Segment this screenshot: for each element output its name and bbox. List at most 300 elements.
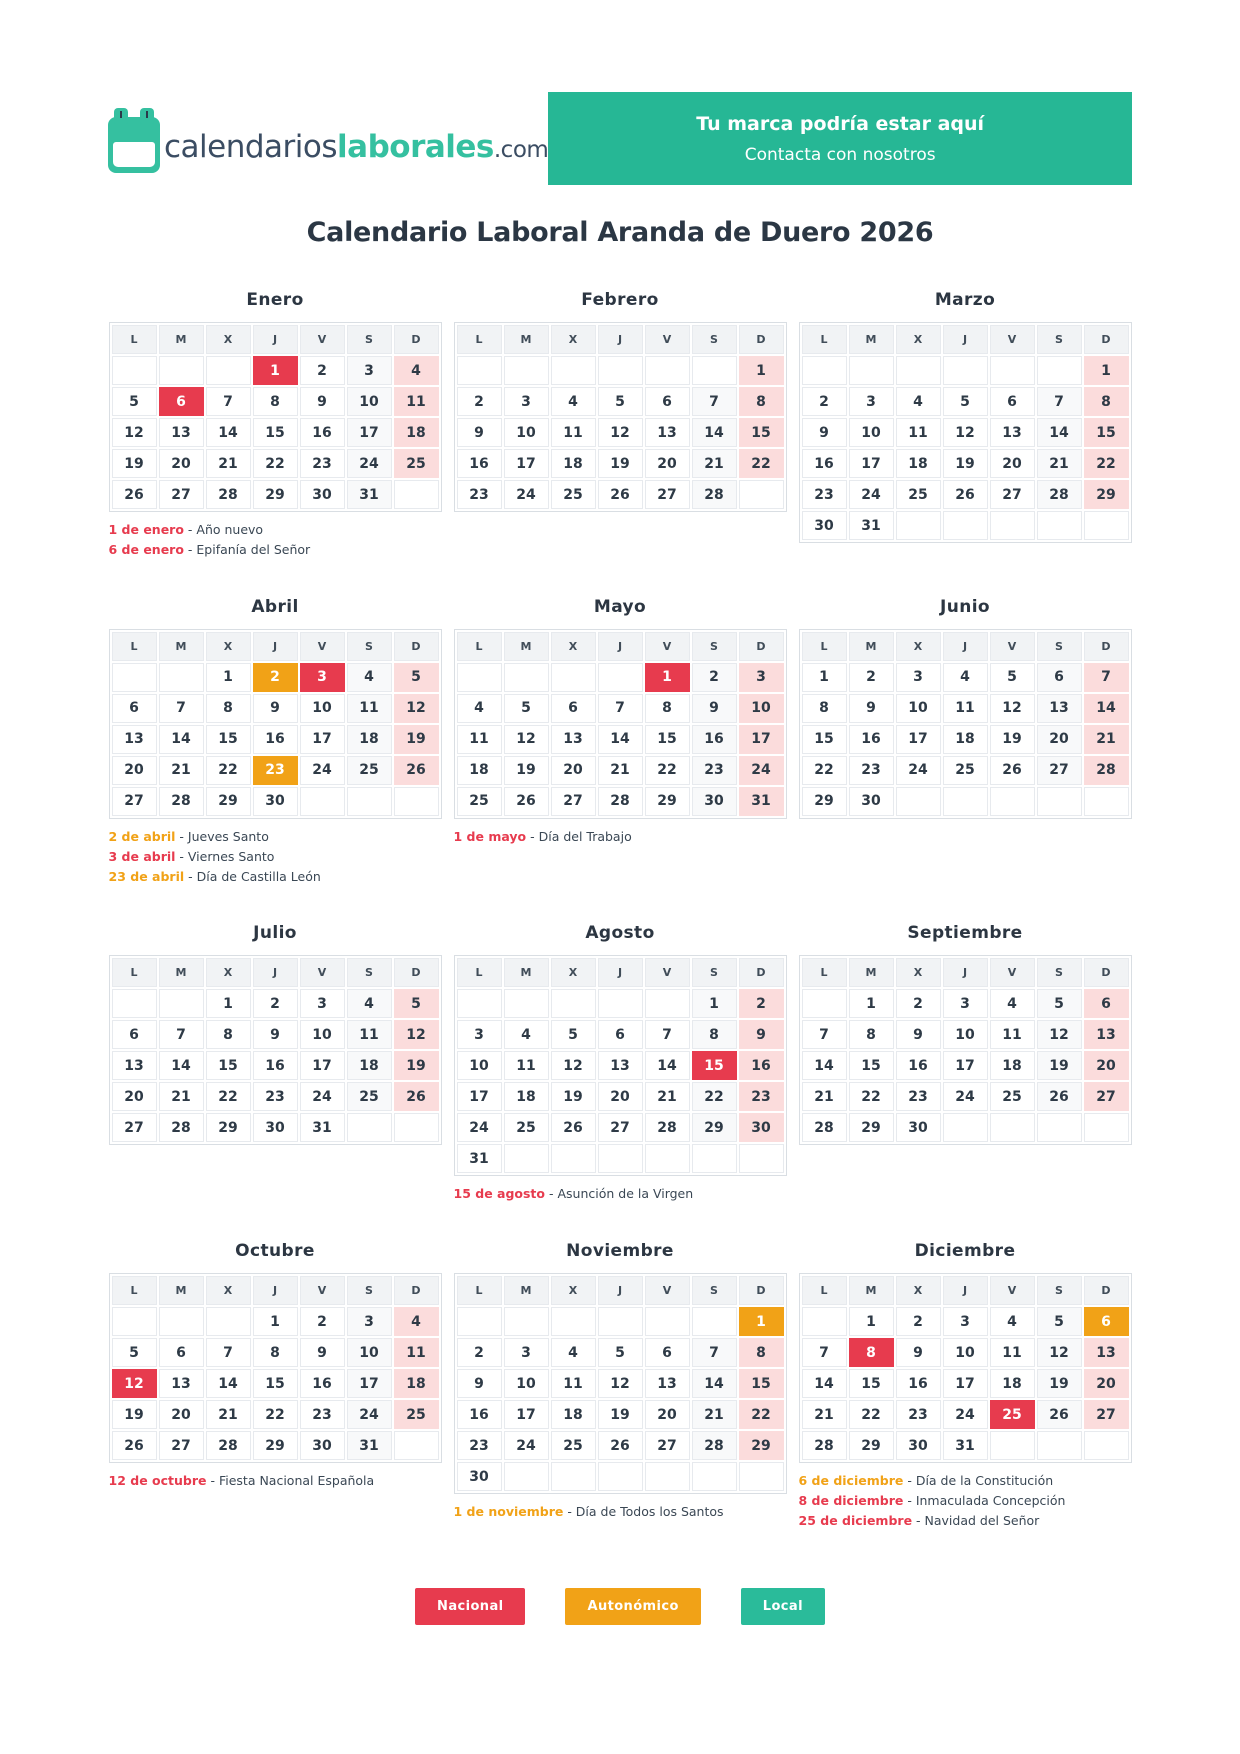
day-cell: 17 <box>504 1400 549 1429</box>
day-cell: 25 <box>943 756 988 785</box>
day-cell: 7 <box>802 1020 847 1049</box>
day-cell: 10 <box>347 387 392 416</box>
empty-cell <box>692 356 737 385</box>
day-cell: 23 <box>849 756 894 785</box>
empty-cell <box>943 356 988 385</box>
local-button[interactable]: Local <box>741 1588 825 1625</box>
weekday-header: L <box>802 325 847 354</box>
weekday-header: M <box>159 1276 204 1305</box>
empty-cell <box>504 663 549 692</box>
weekday-header: L <box>112 632 157 661</box>
day-cell: 24 <box>300 1082 345 1111</box>
empty-cell <box>990 1431 1035 1460</box>
day-cell: 11 <box>990 1020 1035 1049</box>
weekday-header: X <box>206 958 251 987</box>
day-cell: 20 <box>645 1400 690 1429</box>
day-cell: 29 <box>253 1431 298 1460</box>
holiday-legend-item <box>109 869 442 886</box>
day-cell: 31 <box>739 787 784 816</box>
day-cell: 4 <box>347 989 392 1018</box>
day-cell: 15 <box>253 418 298 447</box>
empty-cell <box>1037 1113 1082 1142</box>
day-cell: 13 <box>159 418 204 447</box>
day-cell: 4 <box>551 1338 596 1367</box>
day-cell: 18 <box>394 418 439 447</box>
day-cell: 17 <box>347 1369 392 1398</box>
holiday-name: - Asunción de la Virgen <box>545 1186 694 1202</box>
day-cell: 3 <box>896 663 941 692</box>
weekday-header: V <box>645 325 690 354</box>
day-cell: 29 <box>849 1431 894 1460</box>
day-cell: 18 <box>990 1369 1035 1398</box>
day-cell: 25 <box>347 756 392 785</box>
day-cell: 30 <box>300 480 345 509</box>
empty-cell <box>206 1307 251 1336</box>
empty-cell <box>1084 1113 1129 1142</box>
day-cell: 11 <box>394 387 439 416</box>
day-cell: 13 <box>551 725 596 754</box>
weekday-header: D <box>739 632 784 661</box>
day-cell: 22 <box>692 1082 737 1111</box>
day-cell: 29 <box>692 1113 737 1142</box>
day-cell: 10 <box>739 694 784 723</box>
day-cell: 12 <box>112 1369 157 1398</box>
month-table <box>454 322 787 512</box>
day-cell: 12 <box>598 1369 643 1398</box>
day-cell: 5 <box>394 663 439 692</box>
day-cell: 23 <box>896 1400 941 1429</box>
weekday-header: M <box>849 632 894 661</box>
month-table <box>799 955 1132 1145</box>
day-cell: 14 <box>645 1051 690 1080</box>
day-cell: 3 <box>504 1338 549 1367</box>
day-cell: 21 <box>802 1400 847 1429</box>
weekday-header: S <box>692 325 737 354</box>
weekday-header: D <box>739 1276 784 1305</box>
month-abril <box>109 597 442 886</box>
empty-cell <box>990 511 1035 540</box>
weekday-header: S <box>1037 958 1082 987</box>
day-cell: 19 <box>598 449 643 478</box>
holiday-date: 23 de abril <box>108 868 185 884</box>
month-table <box>109 1273 442 1463</box>
day-cell: 16 <box>896 1051 941 1080</box>
day-cell: 5 <box>943 387 988 416</box>
day-cell: 1 <box>739 1307 784 1336</box>
empty-cell <box>551 1307 596 1336</box>
day-cell: 24 <box>896 756 941 785</box>
empty-cell <box>457 356 502 385</box>
day-cell: 8 <box>1084 387 1129 416</box>
day-cell: 6 <box>645 1338 690 1367</box>
day-cell: 14 <box>692 1369 737 1398</box>
month-title: Abril <box>251 596 299 617</box>
day-cell: 25 <box>457 787 502 816</box>
day-cell: 25 <box>990 1082 1035 1111</box>
month-table <box>799 1273 1132 1463</box>
day-cell: 11 <box>551 418 596 447</box>
day-cell: 21 <box>692 449 737 478</box>
day-cell: 13 <box>112 1051 157 1080</box>
day-cell: 27 <box>112 1113 157 1142</box>
day-cell: 29 <box>802 787 847 816</box>
day-cell: 2 <box>849 663 894 692</box>
day-cell: 20 <box>1084 1051 1129 1080</box>
day-cell: 16 <box>300 1369 345 1398</box>
empty-cell <box>896 787 941 816</box>
empty-cell <box>802 1307 847 1336</box>
day-cell: 5 <box>598 387 643 416</box>
day-cell: 9 <box>692 694 737 723</box>
holiday-name: - Día de Todos los Santos <box>563 1504 724 1520</box>
weekday-header: L <box>457 1276 502 1305</box>
day-cell: 30 <box>849 787 894 816</box>
day-cell: 8 <box>253 1338 298 1367</box>
holiday-legend-item <box>109 1473 442 1490</box>
day-cell: 3 <box>300 663 345 692</box>
day-cell: 26 <box>1037 1082 1082 1111</box>
empty-cell <box>1037 356 1082 385</box>
day-cell: 28 <box>645 1113 690 1142</box>
holiday-date: 8 de diciembre <box>798 1493 904 1509</box>
weekday-header: X <box>896 632 941 661</box>
day-cell: 18 <box>990 1051 1035 1080</box>
day-cell: 13 <box>645 1369 690 1398</box>
banner-headline: Tu marca podría estar aquí <box>696 112 985 135</box>
day-cell: 20 <box>112 756 157 785</box>
weekday-header: J <box>598 1276 643 1305</box>
empty-cell <box>457 663 502 692</box>
day-cell: 1 <box>692 989 737 1018</box>
month-table <box>799 629 1132 819</box>
day-cell: 26 <box>112 1431 157 1460</box>
day-cell: 13 <box>990 418 1035 447</box>
day-cell: 24 <box>739 756 784 785</box>
month-title: Marzo <box>934 290 996 310</box>
day-cell: 20 <box>1084 1369 1129 1398</box>
day-cell: 22 <box>802 756 847 785</box>
day-cell: 26 <box>598 480 643 509</box>
empty-cell <box>394 1113 439 1142</box>
month-noviembre <box>454 1241 787 1521</box>
day-cell: 17 <box>943 1051 988 1080</box>
month-agosto <box>454 923 787 1203</box>
weekday-header: J <box>943 1276 988 1305</box>
day-cell: 29 <box>253 480 298 509</box>
day-cell: 7 <box>802 1338 847 1367</box>
day-cell: 11 <box>943 694 988 723</box>
empty-cell <box>896 511 941 540</box>
holiday-name: - Día de la Constitución <box>903 1473 1054 1489</box>
day-cell: 31 <box>457 1144 502 1173</box>
day-cell: 4 <box>504 1020 549 1049</box>
day-cell: 11 <box>457 725 502 754</box>
empty-cell <box>598 1462 643 1491</box>
day-cell: 9 <box>253 694 298 723</box>
day-cell: 26 <box>394 756 439 785</box>
day-cell: 1 <box>802 663 847 692</box>
day-cell: 6 <box>645 387 690 416</box>
day-cell: 1 <box>253 1307 298 1336</box>
empty-cell <box>551 663 596 692</box>
weekday-header: J <box>943 632 988 661</box>
day-cell: 11 <box>990 1338 1035 1367</box>
weekday-header: D <box>1084 632 1129 661</box>
empty-cell <box>645 989 690 1018</box>
day-cell: 3 <box>504 387 549 416</box>
empty-cell <box>504 989 549 1018</box>
day-cell: 29 <box>206 787 251 816</box>
month-title: Octubre <box>235 1241 315 1262</box>
day-cell: 17 <box>504 449 549 478</box>
day-cell: 5 <box>112 1338 157 1367</box>
empty-cell <box>598 1307 643 1336</box>
day-cell: 11 <box>551 1369 596 1398</box>
day-cell: 4 <box>990 1307 1035 1336</box>
day-cell: 8 <box>206 1020 251 1049</box>
day-cell: 17 <box>739 725 784 754</box>
day-cell: 22 <box>1084 449 1129 478</box>
empty-cell <box>457 989 502 1018</box>
day-cell: 10 <box>849 418 894 447</box>
holiday-legend-item <box>109 829 442 846</box>
weekday-header: X <box>206 325 251 354</box>
empty-cell <box>896 356 941 385</box>
day-cell: 23 <box>300 449 345 478</box>
day-cell: 9 <box>457 1369 502 1398</box>
day-cell: 10 <box>896 694 941 723</box>
holiday-date: 6 de diciembre <box>798 1473 904 1489</box>
empty-cell <box>1084 787 1129 816</box>
weekday-header: D <box>394 325 439 354</box>
day-cell: 23 <box>896 1082 941 1111</box>
day-cell: 11 <box>394 1338 439 1367</box>
day-cell: 3 <box>347 1307 392 1336</box>
empty-cell <box>739 1462 784 1491</box>
holiday-name: - Año nuevo <box>183 522 264 537</box>
nacional-button[interactable]: Nacional <box>415 1588 525 1625</box>
weekday-header: M <box>849 958 894 987</box>
day-cell: 4 <box>551 387 596 416</box>
holiday-legend-item <box>454 1504 787 1521</box>
day-cell: 9 <box>253 1020 298 1049</box>
empty-cell <box>394 1431 439 1460</box>
empty-cell <box>645 1144 690 1173</box>
day-cell: 29 <box>849 1113 894 1142</box>
day-cell: 28 <box>159 1113 204 1142</box>
day-cell: 7 <box>692 387 737 416</box>
holiday-legend-item <box>109 522 442 539</box>
holiday-date: 25 de diciembre <box>798 1513 913 1528</box>
day-cell: 15 <box>692 1051 737 1080</box>
day-cell: 22 <box>253 1400 298 1429</box>
day-cell: 9 <box>802 418 847 447</box>
day-cell: 5 <box>598 1338 643 1367</box>
weekday-header: J <box>943 325 988 354</box>
day-cell: 1 <box>253 356 298 385</box>
weekday-header: S <box>692 1276 737 1305</box>
day-cell: 28 <box>802 1431 847 1460</box>
day-cell: 14 <box>802 1369 847 1398</box>
day-cell: 25 <box>896 480 941 509</box>
empty-cell <box>394 480 439 509</box>
day-cell: 7 <box>645 1020 690 1049</box>
day-cell: 26 <box>1037 1400 1082 1429</box>
ad-banner[interactable] <box>548 92 1132 185</box>
day-cell: 5 <box>1037 989 1082 1018</box>
day-cell: 27 <box>112 787 157 816</box>
day-cell: 16 <box>253 725 298 754</box>
day-cell: 6 <box>1037 663 1082 692</box>
holiday-date: 1 de mayo <box>453 828 527 844</box>
month-octubre <box>109 1241 442 1490</box>
day-cell: 28 <box>692 1431 737 1460</box>
day-cell: 18 <box>551 449 596 478</box>
day-cell: 14 <box>692 418 737 447</box>
day-cell: 24 <box>300 756 345 785</box>
weekday-header: J <box>253 1276 298 1305</box>
weekday-header: V <box>645 1276 690 1305</box>
weekday-header: J <box>943 958 988 987</box>
weekday-header: V <box>990 1276 1035 1305</box>
day-cell: 8 <box>802 694 847 723</box>
day-cell: 23 <box>692 756 737 785</box>
empty-cell <box>943 1113 988 1142</box>
month-mayo <box>454 597 787 846</box>
empty-cell <box>692 1144 737 1173</box>
day-cell: 21 <box>159 756 204 785</box>
day-cell: 3 <box>300 989 345 1018</box>
day-cell: 30 <box>253 787 298 816</box>
weekday-header: S <box>1037 632 1082 661</box>
weekday-header: D <box>739 325 784 354</box>
weekday-header: V <box>645 632 690 661</box>
day-cell: 19 <box>112 449 157 478</box>
empty-cell <box>112 989 157 1018</box>
month-title: Agosto <box>585 923 655 944</box>
day-cell: 18 <box>896 449 941 478</box>
empty-cell <box>598 356 643 385</box>
day-cell: 4 <box>990 989 1035 1018</box>
day-cell: 21 <box>802 1082 847 1111</box>
day-cell: 10 <box>943 1020 988 1049</box>
weekday-header: L <box>802 632 847 661</box>
empty-cell <box>457 1307 502 1336</box>
weekday-header: J <box>253 958 298 987</box>
weekday-header: V <box>990 958 1035 987</box>
day-cell: 22 <box>206 756 251 785</box>
day-cell: 15 <box>1084 418 1129 447</box>
day-cell: 7 <box>206 387 251 416</box>
day-cell: 10 <box>347 1338 392 1367</box>
day-cell: 1 <box>849 1307 894 1336</box>
day-cell: 20 <box>645 449 690 478</box>
empty-cell <box>551 989 596 1018</box>
day-cell: 4 <box>347 663 392 692</box>
weekday-header: M <box>504 325 549 354</box>
site-logo[interactable] <box>108 105 548 173</box>
day-cell: 16 <box>896 1369 941 1398</box>
day-cell: 25 <box>551 480 596 509</box>
holiday-name: - Inmaculada Concepción <box>903 1493 1066 1509</box>
day-cell: 19 <box>394 1051 439 1080</box>
day-cell: 3 <box>457 1020 502 1049</box>
day-cell: 22 <box>253 449 298 478</box>
empty-cell <box>802 356 847 385</box>
weekday-header: J <box>253 325 298 354</box>
empty-cell <box>347 1113 392 1142</box>
day-cell: 8 <box>739 387 784 416</box>
month-table <box>109 322 442 512</box>
weekday-header: J <box>598 325 643 354</box>
empty-cell <box>645 356 690 385</box>
weekday-header: M <box>849 325 894 354</box>
day-cell: 30 <box>692 787 737 816</box>
weekday-header: X <box>551 958 596 987</box>
empty-cell <box>347 787 392 816</box>
day-cell: 26 <box>504 787 549 816</box>
empty-cell <box>504 356 549 385</box>
day-cell: 24 <box>347 1400 392 1429</box>
weekday-header: S <box>347 1276 392 1305</box>
month-enero <box>109 290 442 559</box>
day-cell: 4 <box>896 387 941 416</box>
empty-cell <box>504 1144 549 1173</box>
empty-cell <box>1037 787 1082 816</box>
day-cell: 21 <box>598 756 643 785</box>
day-cell: 15 <box>849 1051 894 1080</box>
day-cell: 21 <box>1084 725 1129 754</box>
empty-cell <box>598 663 643 692</box>
day-cell: 6 <box>112 1020 157 1049</box>
empty-cell <box>598 1144 643 1173</box>
calendar-logo-icon <box>108 117 160 173</box>
day-cell: 2 <box>896 989 941 1018</box>
day-cell: 24 <box>849 480 894 509</box>
day-cell: 6 <box>159 1338 204 1367</box>
day-cell: 26 <box>551 1113 596 1142</box>
empty-cell <box>112 1307 157 1336</box>
day-cell: 24 <box>504 480 549 509</box>
day-cell: 14 <box>159 1051 204 1080</box>
day-cell: 28 <box>802 1113 847 1142</box>
autonomico-button[interactable]: Autonómico <box>565 1588 700 1625</box>
empty-cell <box>300 787 345 816</box>
banner-contact-link[interactable]: Contacta con nosotros <box>744 144 936 165</box>
day-cell: 21 <box>692 1400 737 1429</box>
empty-cell <box>112 356 157 385</box>
holiday-type-legend <box>0 1588 1240 1625</box>
day-cell: 26 <box>394 1082 439 1111</box>
holiday-date: 15 de agosto <box>453 1186 545 1202</box>
weekday-header: M <box>504 1276 549 1305</box>
day-cell: 19 <box>394 725 439 754</box>
empty-cell <box>943 787 988 816</box>
weekday-header: M <box>504 958 549 987</box>
day-cell: 28 <box>206 1431 251 1460</box>
empty-cell <box>598 989 643 1018</box>
holiday-legend-item <box>454 1186 787 1203</box>
month-julio <box>109 923 442 1145</box>
month-table <box>454 1273 787 1494</box>
empty-cell <box>692 1462 737 1491</box>
empty-cell <box>645 1307 690 1336</box>
weekday-header: X <box>896 1276 941 1305</box>
day-cell: 4 <box>394 1307 439 1336</box>
day-cell: 8 <box>849 1338 894 1367</box>
day-cell: 27 <box>645 480 690 509</box>
day-cell: 11 <box>347 694 392 723</box>
